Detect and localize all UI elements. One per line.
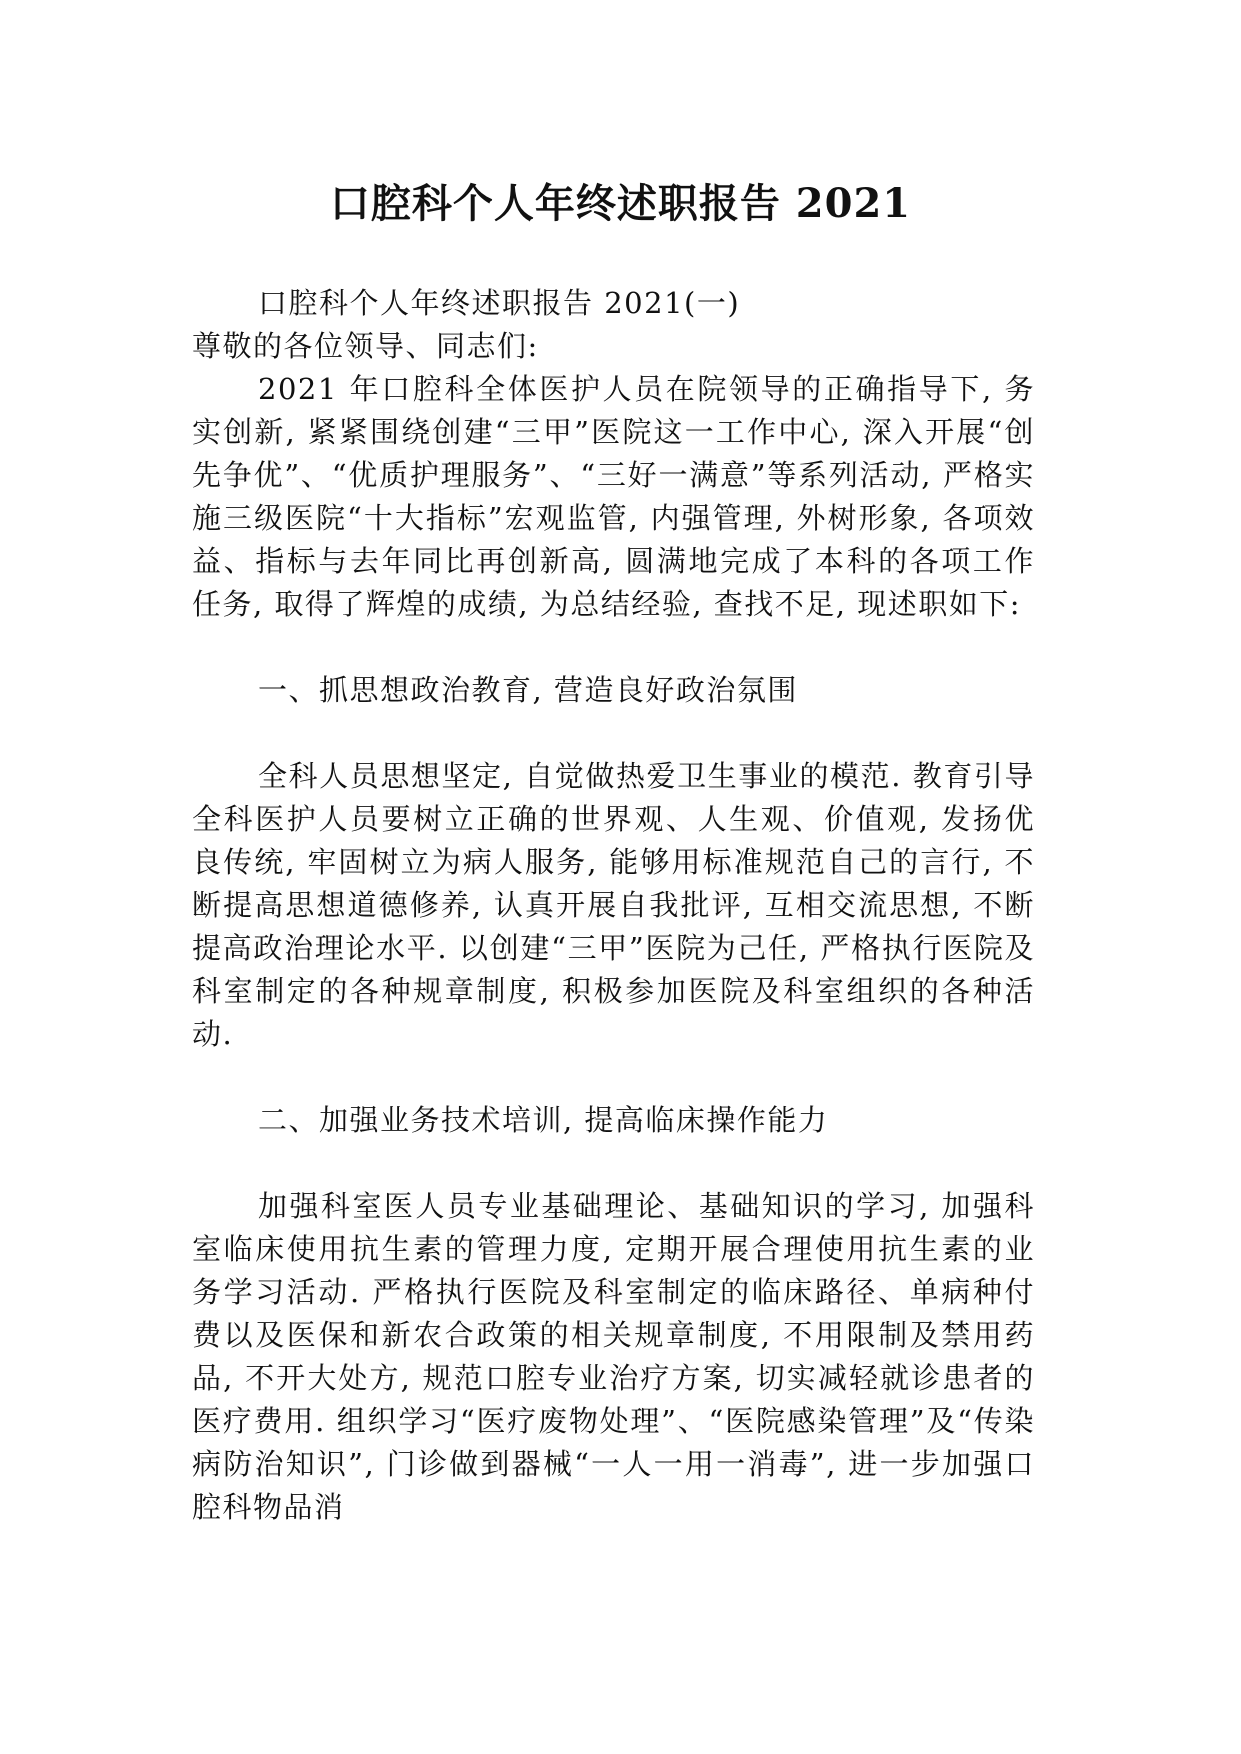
spacer [192,626,1035,669]
salutation: 尊敬的各位领导、同志们: [192,329,539,363]
document-body [192,282,1035,1529]
spacer [192,1142,1035,1185]
section-paragraph-1: 全科人员思想坚定, 自觉做热爱卫生事业的模范. 教育引导全科医护人员要树立正确的世界观、人生观、价值观, 发扬优良传统, 牢固树立为病人服务, 能够用标准规范自己的言行, 不断提高思想道德修养, 认真开展自我批评, 互相交流思想, 不断提高政治理论水平. 以创建“三甲”医院为己任, 严格执行医院及科室制定的各种规章制度, 积极参加医院及科室组织的各种活动. [192,759,1035,1051]
spacer [192,712,1035,755]
section-heading-2: 二、加强业务技术培训, 提高临床操作能力 [258,1103,829,1137]
document-title: 口腔科个人年终述职报告 2021 [329,180,912,227]
section-paragraph-2: 加强科室医人员专业基础理论、基础知识的学习, 加强科室临床使用抗生素的管理力度, 定期开展合理使用抗生素的业务学习活动. 严格执行医院及科室制定的临床路径、单病种付费以及医保和新农合政策的相关规章制度, 不用限制及禁用药品, 不开大处方, 规范口腔专业治疗方案, 切实减轻就诊患者的医疗费用. 组织学习“医疗废物处理”、“医院感染管理”及“传染病防治知识”, 门诊做到器械“一人一用一消毒”, 进一步加强口腔科物品消 [192,1189,1035,1524]
intro-paragraph: 2021 年口腔科全体医护人员在院领导的正确指导下, 务实创新, 紧紧围绕创建“三甲”医院这一工作中心, 深入开展“创先争优”、“优质护理服务”、“三好一满意”等系列活动, 严格实施三级医院“十大指标”宏观监管, 内强管理, 外树形象, 各项效益、指标与去年同比再创新高, 圆满地完成了本科的各项工作任务, 取得了辉煌的成绩, 为总结经验, 查找不足, 现述职如下: [192,372,1035,621]
section-heading-1: 一、抓思想政治教育, 营造良好政治氛围 [258,673,798,707]
spacer [192,1056,1035,1099]
report-subtitle: 口腔科个人年终述职报告 2021(一) [258,286,741,320]
